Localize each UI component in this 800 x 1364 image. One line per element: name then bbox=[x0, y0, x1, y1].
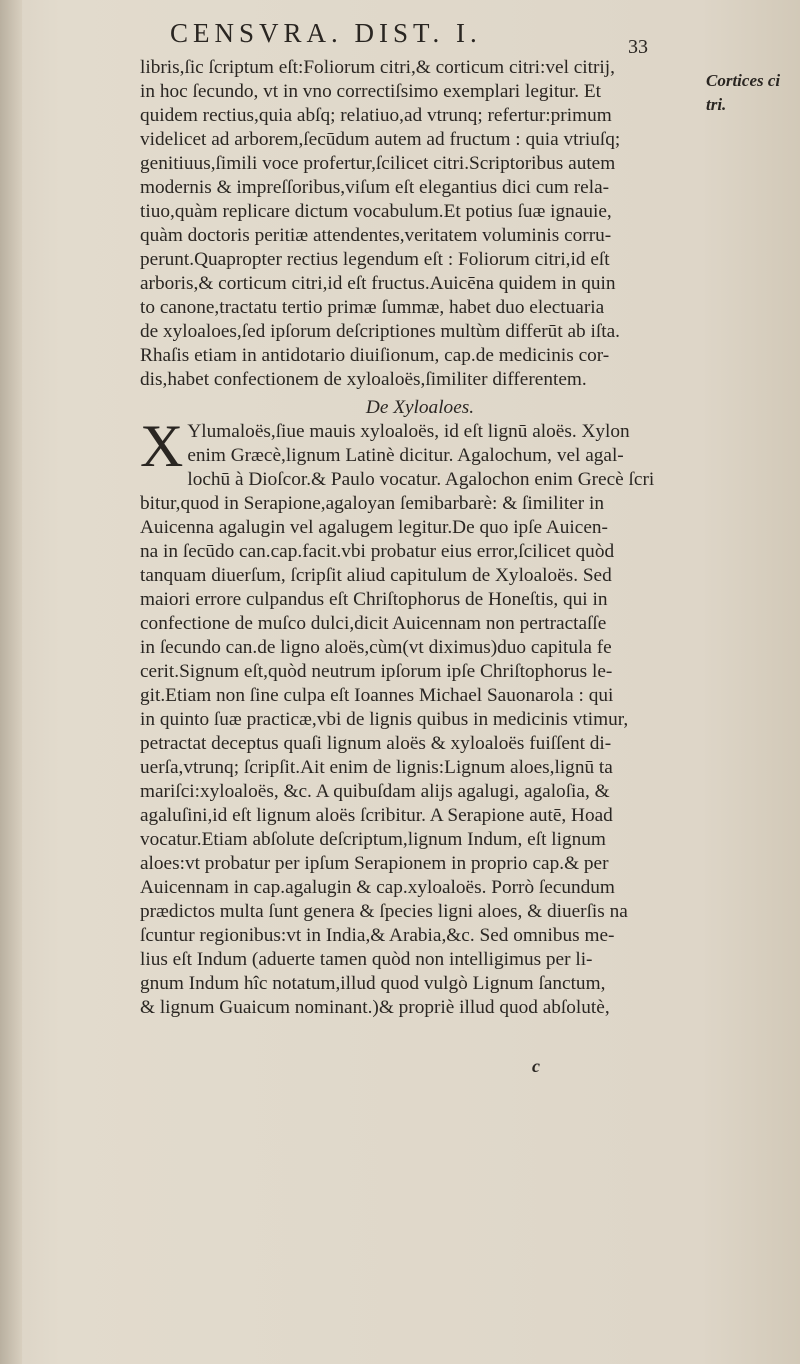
text-line: cerit.Signum eſt,quòd neutrum ipſorum ipſe Chriſtophorus le- bbox=[140, 661, 613, 682]
text-line: confectione de muſco dulci,dicit Auicennam non pertractaſſe bbox=[140, 613, 607, 634]
section-heading: De Xyloaloes. bbox=[365, 397, 475, 418]
text-line: quidem rectius,quia abſq; relatiuo,ad vtrunq; refertur:primum bbox=[140, 105, 612, 126]
text-line: lius eſt Indum (aduerte tamen quòd non intelligimus per li- bbox=[140, 949, 593, 970]
page-gutter-shadow bbox=[0, 0, 22, 1364]
text-line: git.Etiam non ſine culpa eſt Ioannes Michael Sauonarola : qui bbox=[140, 685, 614, 706]
text-line: na in ſecūdo can.cap.facit.vbi probatur eius error,ſcilicet quòd bbox=[140, 541, 615, 562]
text-block bbox=[140, 56, 700, 1020]
text-line: tiuo,quàm replicare dictum vocabulum.Et potius ſuæ ignauie, bbox=[140, 201, 612, 222]
text-line: in quinto ſuæ practicæ,vbi de lignis quibus in medicinis vtimur, bbox=[140, 709, 629, 730]
margin-note: tri. bbox=[706, 95, 727, 114]
text-line: lochū à Dioſcor.& Paulo vocatur. Agalochon enim Grecè ſcri bbox=[187, 469, 655, 490]
text-line: ſcuntur regionibus:vt in India,& Arabia,&c. Sed omnibus me- bbox=[140, 925, 615, 946]
drop-cap: X bbox=[140, 413, 184, 479]
margin-note: Cortices ci bbox=[706, 71, 781, 90]
text-line: tanquam diuerſum, ſcripſit aliud capitulum de Xyloaloës. Sed bbox=[140, 565, 612, 586]
text-line: videlicet ad arborem,ſecūdum autem ad fructum : quia vtriuſq; bbox=[140, 129, 621, 150]
text-line: modernis & impreſſoribus,viſum eſt elegantius dici cum rela- bbox=[140, 177, 610, 198]
running-title: CENSVRA. DIST. I. bbox=[170, 18, 482, 48]
text-line: libris,ſic ſcriptum eſt:Foliorum citri,& corticum citri:vel citrij, bbox=[140, 57, 615, 78]
text-line: prædictos multa ſunt genera & ſpecies ligni aloes, & diuerſis na bbox=[140, 901, 628, 922]
text-line: gnum Indum hîc notatum,illud quod vulgò Lignum ſanctum, bbox=[140, 973, 606, 994]
text-line: aloes:vt probatur per ipſum Serapionem in proprio cap.& per bbox=[140, 853, 609, 874]
text-line: in hoc ſecundo, vt in vno correctiſsimo exemplari legitur. Et bbox=[140, 81, 602, 102]
text-line: agaluſini,id eſt lignum aloës ſcribitur. A Serapione autē, Hoad bbox=[140, 805, 613, 826]
page-number: 33 bbox=[628, 36, 648, 58]
text-line: perunt.Quapropter rectius legendum eſt : Foliorum citri,id eſt bbox=[140, 249, 610, 270]
text-line: Auicenna agalugin vel agalugem legitur.De quo ipſe Auicen- bbox=[140, 517, 608, 538]
drop-cap-block bbox=[140, 413, 700, 479]
text-line: genitiuus,ſimili voce profertur,ſcilicet citri.Scriptoribus autem bbox=[140, 153, 616, 174]
text-line: Auicennam in cap.agalugin & cap.xyloaloës. Porrò ſecundum bbox=[140, 877, 615, 898]
text-line: maiori errore culpandus eſt Chriſtophorus de Honeſtis, qui in bbox=[140, 589, 608, 610]
text-line: to canone,tractatu tertio primæ ſummæ, habet duo electuaria bbox=[140, 297, 605, 318]
text-line: mariſci:xyloaloës, &c. A quibuſdam alijs agalugi, agaloſia, & bbox=[140, 781, 610, 802]
text-line: Ylumaloës,ſiue mauis xyloaloës, id eſt lignū aloës. Xylon bbox=[187, 421, 630, 442]
text-line: de xyloaloes,ſed ipſorum deſcriptiones multùm differūt ab iſta. bbox=[140, 321, 620, 342]
text-line: in ſecundo can.de ligno aloës,cùm(vt diximus)duo capitula fe bbox=[140, 637, 612, 658]
text-line: bitur,quod in Serapione,agaloyan ſemibarbarè: & ſimiliter in bbox=[140, 493, 604, 514]
text-line: enim Græcè,lignum Latinè dicitur. Agalochum, vel agal- bbox=[187, 445, 624, 466]
text-line: uerſa,vtrunq; ſcripſit.Ait enim de lignis:Lignum aloes,lignū ta bbox=[140, 757, 613, 778]
text-line: & lignum Guaicum nominant.)& propriè illud quod abſolutè, bbox=[140, 997, 610, 1018]
text-line: arboris,& corticum citri,id eſt fructus.Auicēna quidem in quin bbox=[140, 273, 616, 294]
text-line: Rhaſis etiam in antidotario diuiſionum, cap.de medicinis cor- bbox=[140, 345, 610, 366]
text-line: petractat deceptus quaſi lignum aloës & xyloaloës fuiſſent di- bbox=[140, 733, 612, 754]
catchword: c bbox=[532, 1056, 540, 1076]
text-line: dis,habet confectionem de xyloaloës,ſimiliter differentem. bbox=[140, 369, 587, 390]
text-line: vocatur.Etiam abſolute deſcriptum,lignum Indum, eſt lignum bbox=[140, 829, 606, 850]
text-line: quàm doctoris peritiæ attendentes,veritatem voluminis corru- bbox=[140, 225, 612, 246]
